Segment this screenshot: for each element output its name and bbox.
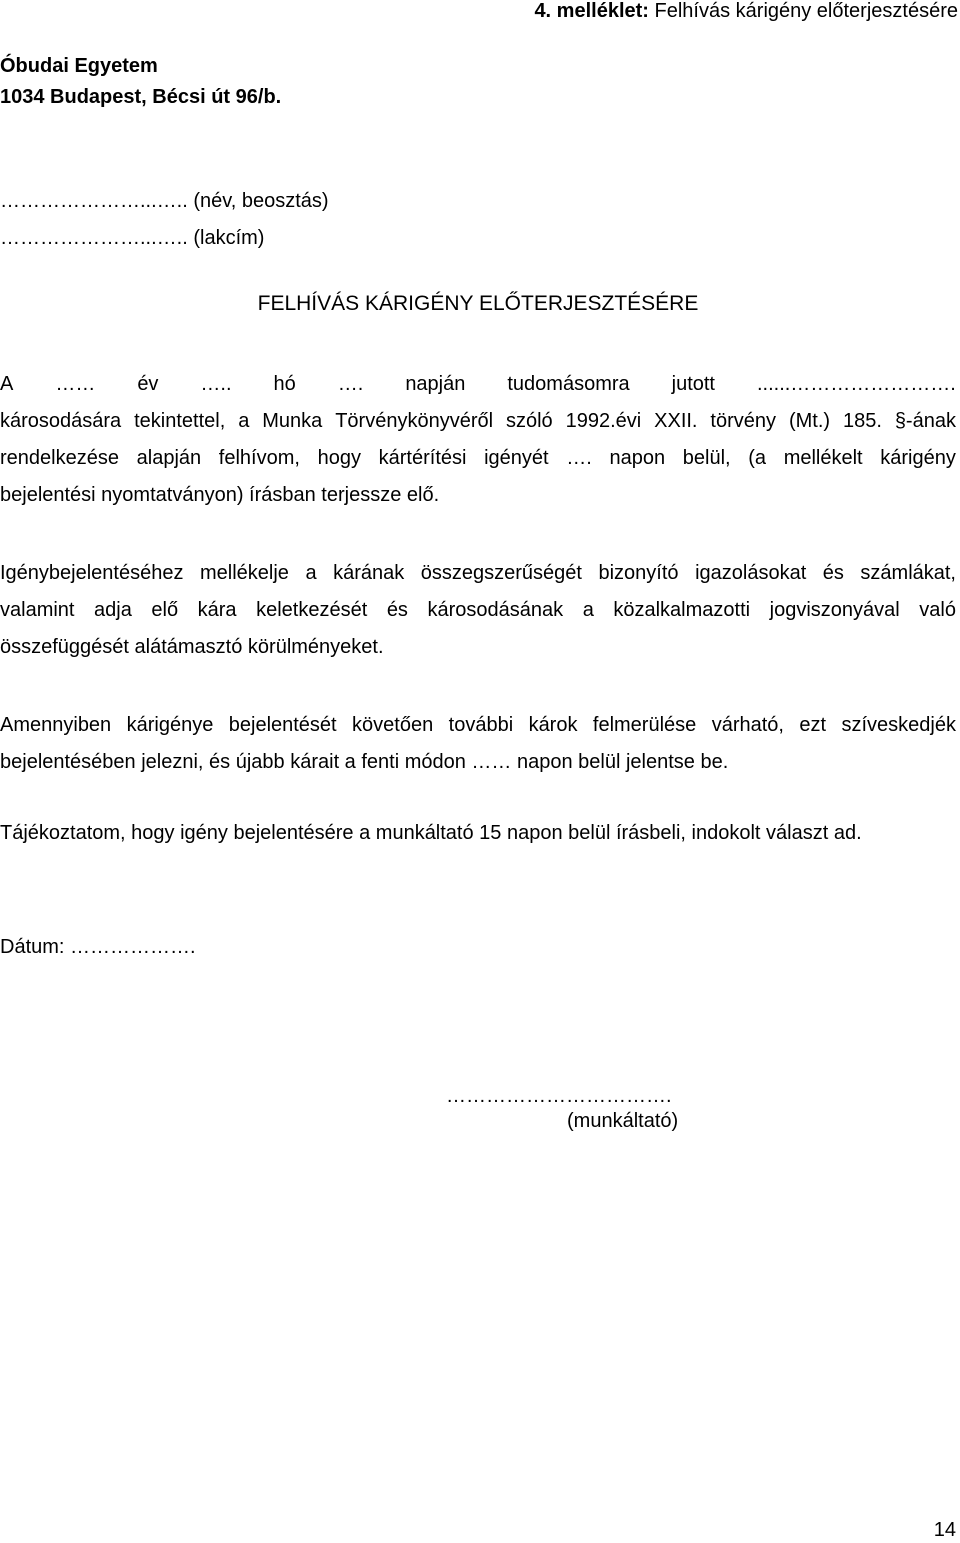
word: A bbox=[0, 373, 14, 395]
word: hó bbox=[273, 373, 296, 395]
word: igényét bbox=[484, 447, 549, 469]
word: kártérítési bbox=[378, 447, 467, 469]
word: Törvénykönyvéről bbox=[335, 410, 494, 432]
word: törvény bbox=[710, 410, 777, 432]
word: ......……………………. bbox=[756, 373, 956, 395]
word: igazolásokat bbox=[695, 562, 807, 584]
word: való bbox=[919, 599, 956, 621]
word: XXII. bbox=[654, 410, 698, 432]
word: elő bbox=[151, 599, 179, 621]
word: valamint bbox=[0, 599, 75, 621]
word: számlákat, bbox=[860, 562, 956, 584]
word: további bbox=[448, 714, 514, 736]
word: bizonyító bbox=[598, 562, 679, 584]
word: kárigénye bbox=[126, 714, 214, 736]
word: kára bbox=[197, 599, 237, 621]
word: belül, bbox=[682, 447, 731, 469]
date-line: Dátum: ………………. bbox=[0, 936, 196, 958]
word: napján bbox=[405, 373, 466, 395]
word: károsodásának bbox=[427, 599, 564, 621]
organization-name: Óbudai Egyetem bbox=[0, 55, 158, 77]
paragraph-1-line-2 bbox=[0, 403, 956, 440]
paragraph-4: Tájékoztatom, hogy igény bejelentésére a munkáltató 15 napon belül írásbeli, indokolt választ ad. bbox=[0, 822, 862, 844]
word: …. bbox=[337, 373, 364, 395]
word: károsodására bbox=[0, 410, 122, 432]
word: tudomásomra bbox=[507, 373, 630, 395]
word: mellékelt bbox=[783, 447, 863, 469]
signature-label: (munkáltató) bbox=[567, 1110, 679, 1132]
word: …. bbox=[566, 447, 592, 469]
word: Amennyiben bbox=[0, 714, 112, 736]
annex-header bbox=[534, 0, 958, 23]
recipient-name-line: …………………...….. (név, beosztás) bbox=[0, 190, 329, 212]
word: keletkezését bbox=[256, 599, 368, 621]
paragraph-1-line-1 bbox=[0, 366, 956, 403]
word: a bbox=[305, 562, 317, 584]
annex-title: Felhívás kárigény előterjesztésére bbox=[654, 0, 958, 22]
word: adja bbox=[94, 599, 132, 621]
paragraph-1-line-3 bbox=[0, 440, 956, 477]
word: jogviszonyával bbox=[769, 599, 900, 621]
paragraph-2 bbox=[0, 555, 956, 666]
paragraph-2-line-1 bbox=[0, 555, 956, 592]
document-title: FELHÍVÁS KÁRIGÉNY ELŐTERJESZTÉSÉRE bbox=[257, 292, 699, 315]
word: rendelkezése bbox=[0, 447, 119, 469]
word: követően bbox=[352, 714, 434, 736]
paragraph-1-line-4: bejelentési nyomtatványon) írásban terjessze elő. bbox=[0, 484, 440, 506]
page-number: 14 bbox=[933, 1519, 956, 1541]
word: kárának bbox=[333, 562, 405, 584]
word: kárigény bbox=[880, 447, 956, 469]
word: felhívom, bbox=[218, 447, 300, 469]
word: összegszerűségét bbox=[420, 562, 582, 584]
word: Munka bbox=[262, 410, 323, 432]
paragraph-3 bbox=[0, 707, 956, 781]
word: hogy bbox=[317, 447, 361, 469]
word: közalkalmazotti bbox=[613, 599, 751, 621]
word: ….. bbox=[200, 373, 232, 395]
paragraph-3-line-1 bbox=[0, 707, 956, 744]
word: a bbox=[582, 599, 594, 621]
paragraph-1 bbox=[0, 366, 956, 514]
word: szóló bbox=[505, 410, 553, 432]
word: várható, bbox=[711, 714, 784, 736]
word: és bbox=[386, 599, 408, 621]
paragraph-3-line-2: bejelentésében jelezni, és újabb kárait a fenti módon …… napon belül jelentse be. bbox=[0, 751, 729, 773]
word: (Mt.) bbox=[788, 410, 831, 432]
word: jutott bbox=[671, 373, 715, 395]
word: napon bbox=[609, 447, 666, 469]
paragraph-2-line-2 bbox=[0, 592, 956, 629]
word: alapján bbox=[136, 447, 202, 469]
word: Igénybejelentéséhez bbox=[0, 562, 184, 584]
paragraph-2-line-3: összefüggését alátámasztó körülményeket. bbox=[0, 636, 384, 658]
annex-label: 4. melléklet: bbox=[534, 0, 649, 22]
word: felmerülése bbox=[592, 714, 697, 736]
word: károk bbox=[528, 714, 578, 736]
word: év bbox=[137, 373, 159, 395]
recipient-address-line: …………………...….. (lakcím) bbox=[0, 227, 265, 249]
word: bejelentését bbox=[228, 714, 337, 736]
word: §-ának bbox=[894, 410, 956, 432]
word: és bbox=[822, 562, 844, 584]
signature-dots: ……………………………. bbox=[446, 1085, 672, 1107]
word: ezt bbox=[799, 714, 827, 736]
word: tekintettel, bbox=[134, 410, 226, 432]
word: szíveskedjék bbox=[841, 714, 956, 736]
word: mellékelje bbox=[200, 562, 289, 584]
word: 185. bbox=[842, 410, 882, 432]
word: a bbox=[238, 410, 250, 432]
word: (a bbox=[748, 447, 767, 469]
word: …… bbox=[55, 373, 96, 395]
organization-address: 1034 Budapest, Bécsi út 96/b. bbox=[0, 86, 282, 108]
word: 1992.évi bbox=[565, 410, 642, 432]
